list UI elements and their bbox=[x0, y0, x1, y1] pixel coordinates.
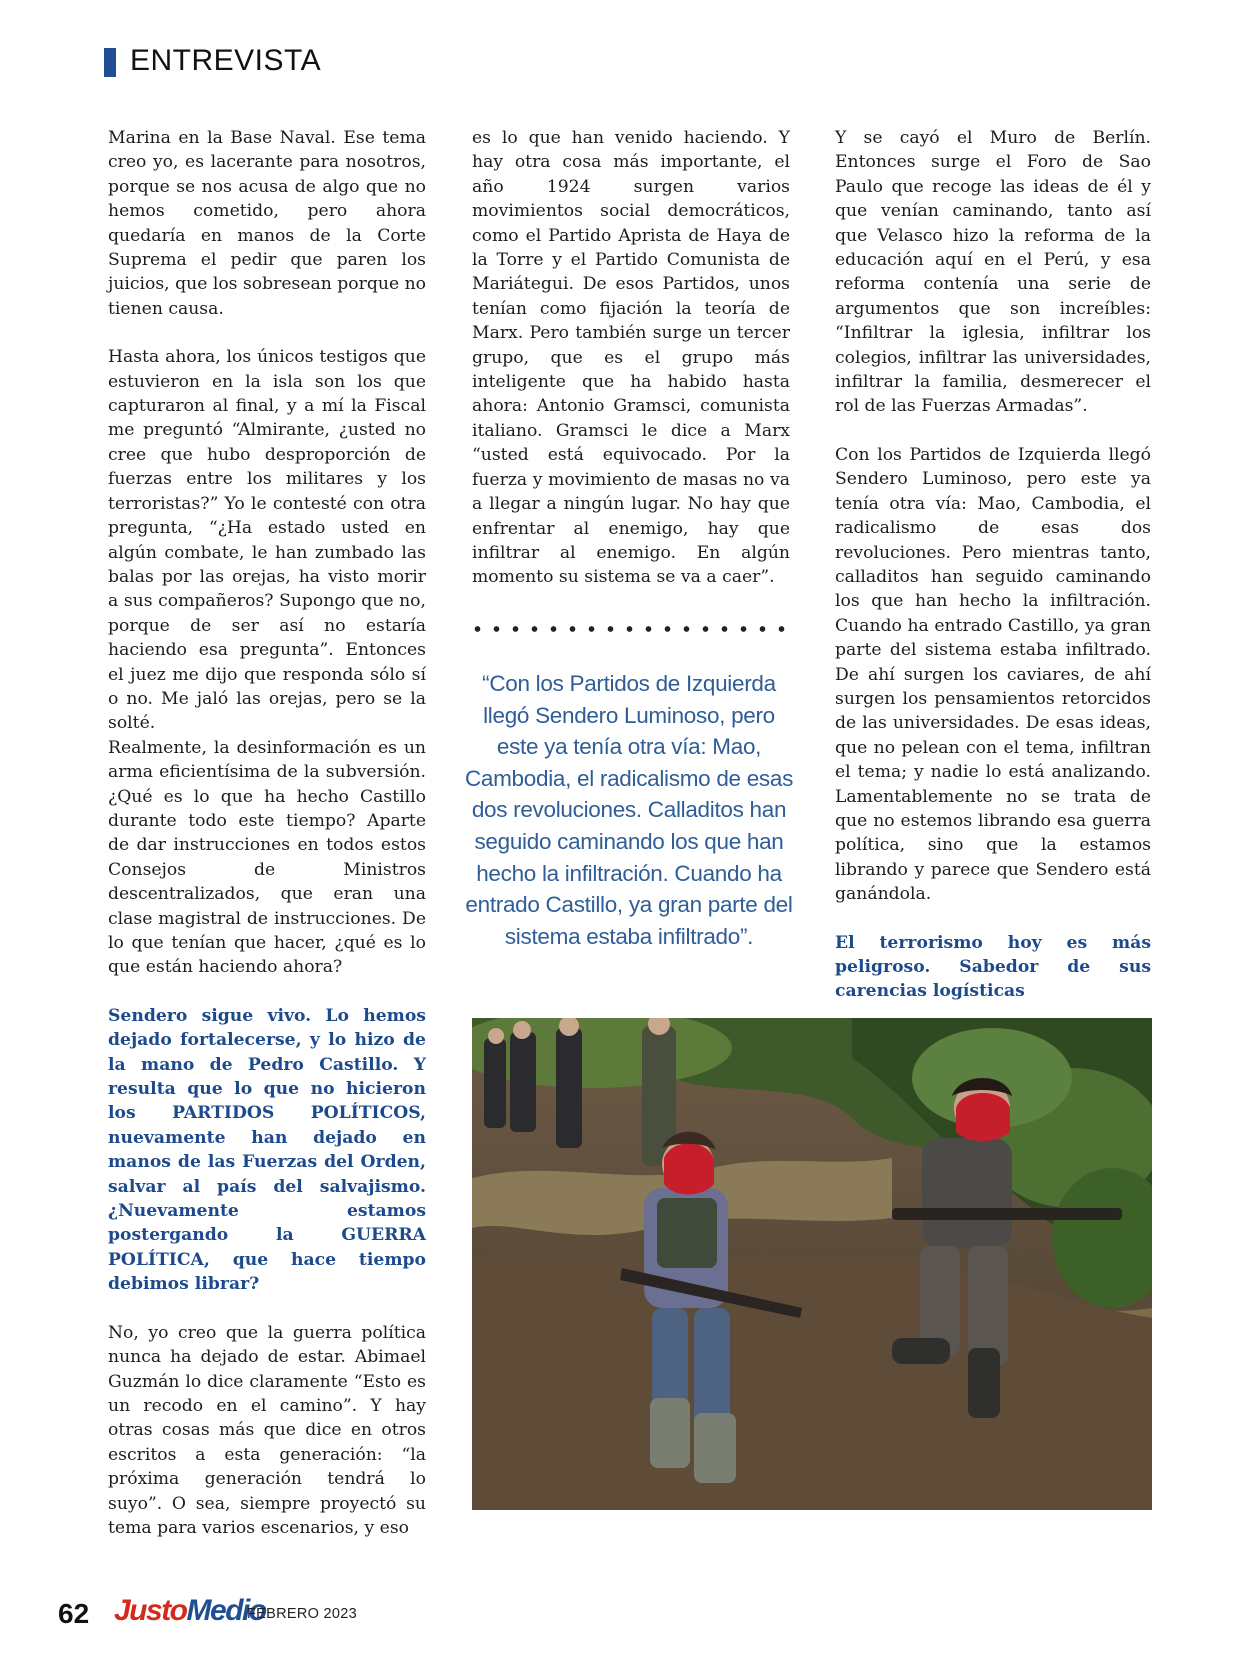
interview-question-1: Sendero sigue vivo. Lo hemos dejado fortalecerse, y lo hizo de la mano de Pedro Castillo. Y resulta que lo que no hicieron los PARTIDOS POLÍTICOS, nuevamente han dejado en manos de las Fuerzas del Orden, salvar al país del salvajismo. ¿Nuevamente estamos postergando la GUERRA POLÍTICA, que hace tiempo debimos librar? bbox=[108, 1005, 426, 1295]
issue-date: FEBRERO 2023 bbox=[247, 1606, 357, 1622]
logo-word-justo: Justo bbox=[114, 1594, 187, 1627]
col2-paragraph-1: es lo que han venido haciendo. Y hay otra cosa más importante, el año 1924 surgen varios movimientos social democráticos, como el Partido Aprista de Haya de la Torre y el Partido Comunista de Mariátegui. De esos Partidos, unos tenían como fijación la teoría de Marx. Pero también surge un tercer grupo, que es el grupo más inteligente que ha habido hasta ahora: Antonio Gramsci, comunista italiano. Gramsci le dice a Marx “usted está equivocado. Por la fuerza y movimiento de masas no va a llegar a ningún lugar. No hay que enfrentar al enemigo, hay que infiltrar al enemigo. En algún momento su sistema se va a caer”. bbox=[472, 128, 790, 588]
col1-paragraph-3: Realmente, la desinformación es un arma eficientísima de la subversión. ¿Qué es lo que ha hecho Castillo durante todo este tiempo? Aparte de dar instrucciones en todos estos Consejos de Ministros descentralizados, que eran una clase magistral de instrucciones. De lo que tenían que hacer, ¿qué es lo que están haciendo ahora? bbox=[108, 737, 426, 978]
guerrilla-photo bbox=[472, 1018, 1152, 1510]
col3-paragraph-2: Con los Partidos de Izquierda llegó Sendero Luminoso, pero este ya tenía otra vía: Mao, Cambodia, el radicalismo de esas dos revoluciones. Pero mientras tanto, calladitos han seguido caminando los que han hecho la infiltración. Cuando ha entrado Castillo, ya gran parte del sistema estaba infiltrado. De ahí surgen los caviares, de ahí surgen los pensamientos retorcidos de las universidades. De esas ideas, que no pelean con el tema, infiltran el tema; y nadie lo está analizando. Lamentablemente no se trata de que no estemos librando esa guerra política, sino que la estamos librando y parece que Sendero está ganándola. bbox=[835, 444, 1151, 905]
column-2 bbox=[472, 126, 790, 590]
pull-quote: “Con los Partidos de Izquierda llegó Sendero Luminoso, pero este ya tenía otra vía: Mao, Cambodia, el radicalismo de esas dos revoluciones. Calladitos han seguido caminando los que han hecho la infiltración. Cuando ha entrado Castillo, ya gran parte del sistema estaba infiltrado”. bbox=[464, 671, 794, 949]
col1-paragraph-2: Hasta ahora, los únicos testigos que estuvieron en la isla son los que capturaron al final, y a mí la Fiscal me preguntó “Almirante, ¿usted no cree que hubo desproporción de fuerzas entre los militares y los terroristas?” Yo le contesté con otra pregunta, “¿Ha estado usted en algún combate, le han zumbado las balas por las orejas, ha visto morir a sus compañeros? Supongo que no, porque de ser así no estaría haciendo esa pregunta”. Entonces el juez me dijo que responda sólo sí o no. Me jaló las orejas, pero se la solté. bbox=[108, 347, 426, 734]
interview-question-2: El terrorismo hoy es más peligroso. Sabedor de sus carencias logísticas bbox=[835, 932, 1151, 1002]
column-1 bbox=[108, 126, 426, 1540]
column-3 bbox=[835, 126, 1151, 1004]
magazine-logo bbox=[114, 1594, 266, 1628]
logo-word-medio: Medio bbox=[186, 1594, 266, 1627]
col3-paragraph-1: Y se cayó el Muro de Berlín. Entonces surge el Foro de Sao Paulo que recoge las ideas de él y que venían caminando, tanto así que Velasco hizo la reforma de la educación aquí en el Perú, y esa reforma contenía una serie de argumentos que son increíbles: “Infiltrar la iglesia, infiltrar los colegios, infiltrar las universidades, infiltrar la familia, desmerecer el rol de las Fuerzas Armadas”. bbox=[835, 128, 1151, 417]
col1-paragraph-4: No, yo creo que la guerra política nunca ha dejado de estar. Abimael Guzmán lo dice claramente “Esto es un recodo en el camino”. Y hay otras cosas más que dice en otros escritos a esta generación: “la próxima generación tendrá lo suyo”. O sea, siempre proyectó su tema para varios escenarios, y eso bbox=[108, 1322, 426, 1538]
photo-illustration bbox=[472, 1018, 1152, 1510]
page-number: 62 bbox=[58, 1598, 90, 1629]
dotted-divider bbox=[468, 624, 790, 634]
section-title: ENTREVISTA bbox=[130, 44, 322, 77]
col1-paragraph-1: Marina en la Base Naval. Ese tema creo yo, es lacerante para nosotros, porque se nos acusa de algo que no hemos cometido, pero ahora quedaría en manos de la Corte Suprema el pedir que paren los juicios, que los sobresean porque no tienen causa. bbox=[108, 128, 426, 319]
section-bar bbox=[104, 48, 116, 77]
